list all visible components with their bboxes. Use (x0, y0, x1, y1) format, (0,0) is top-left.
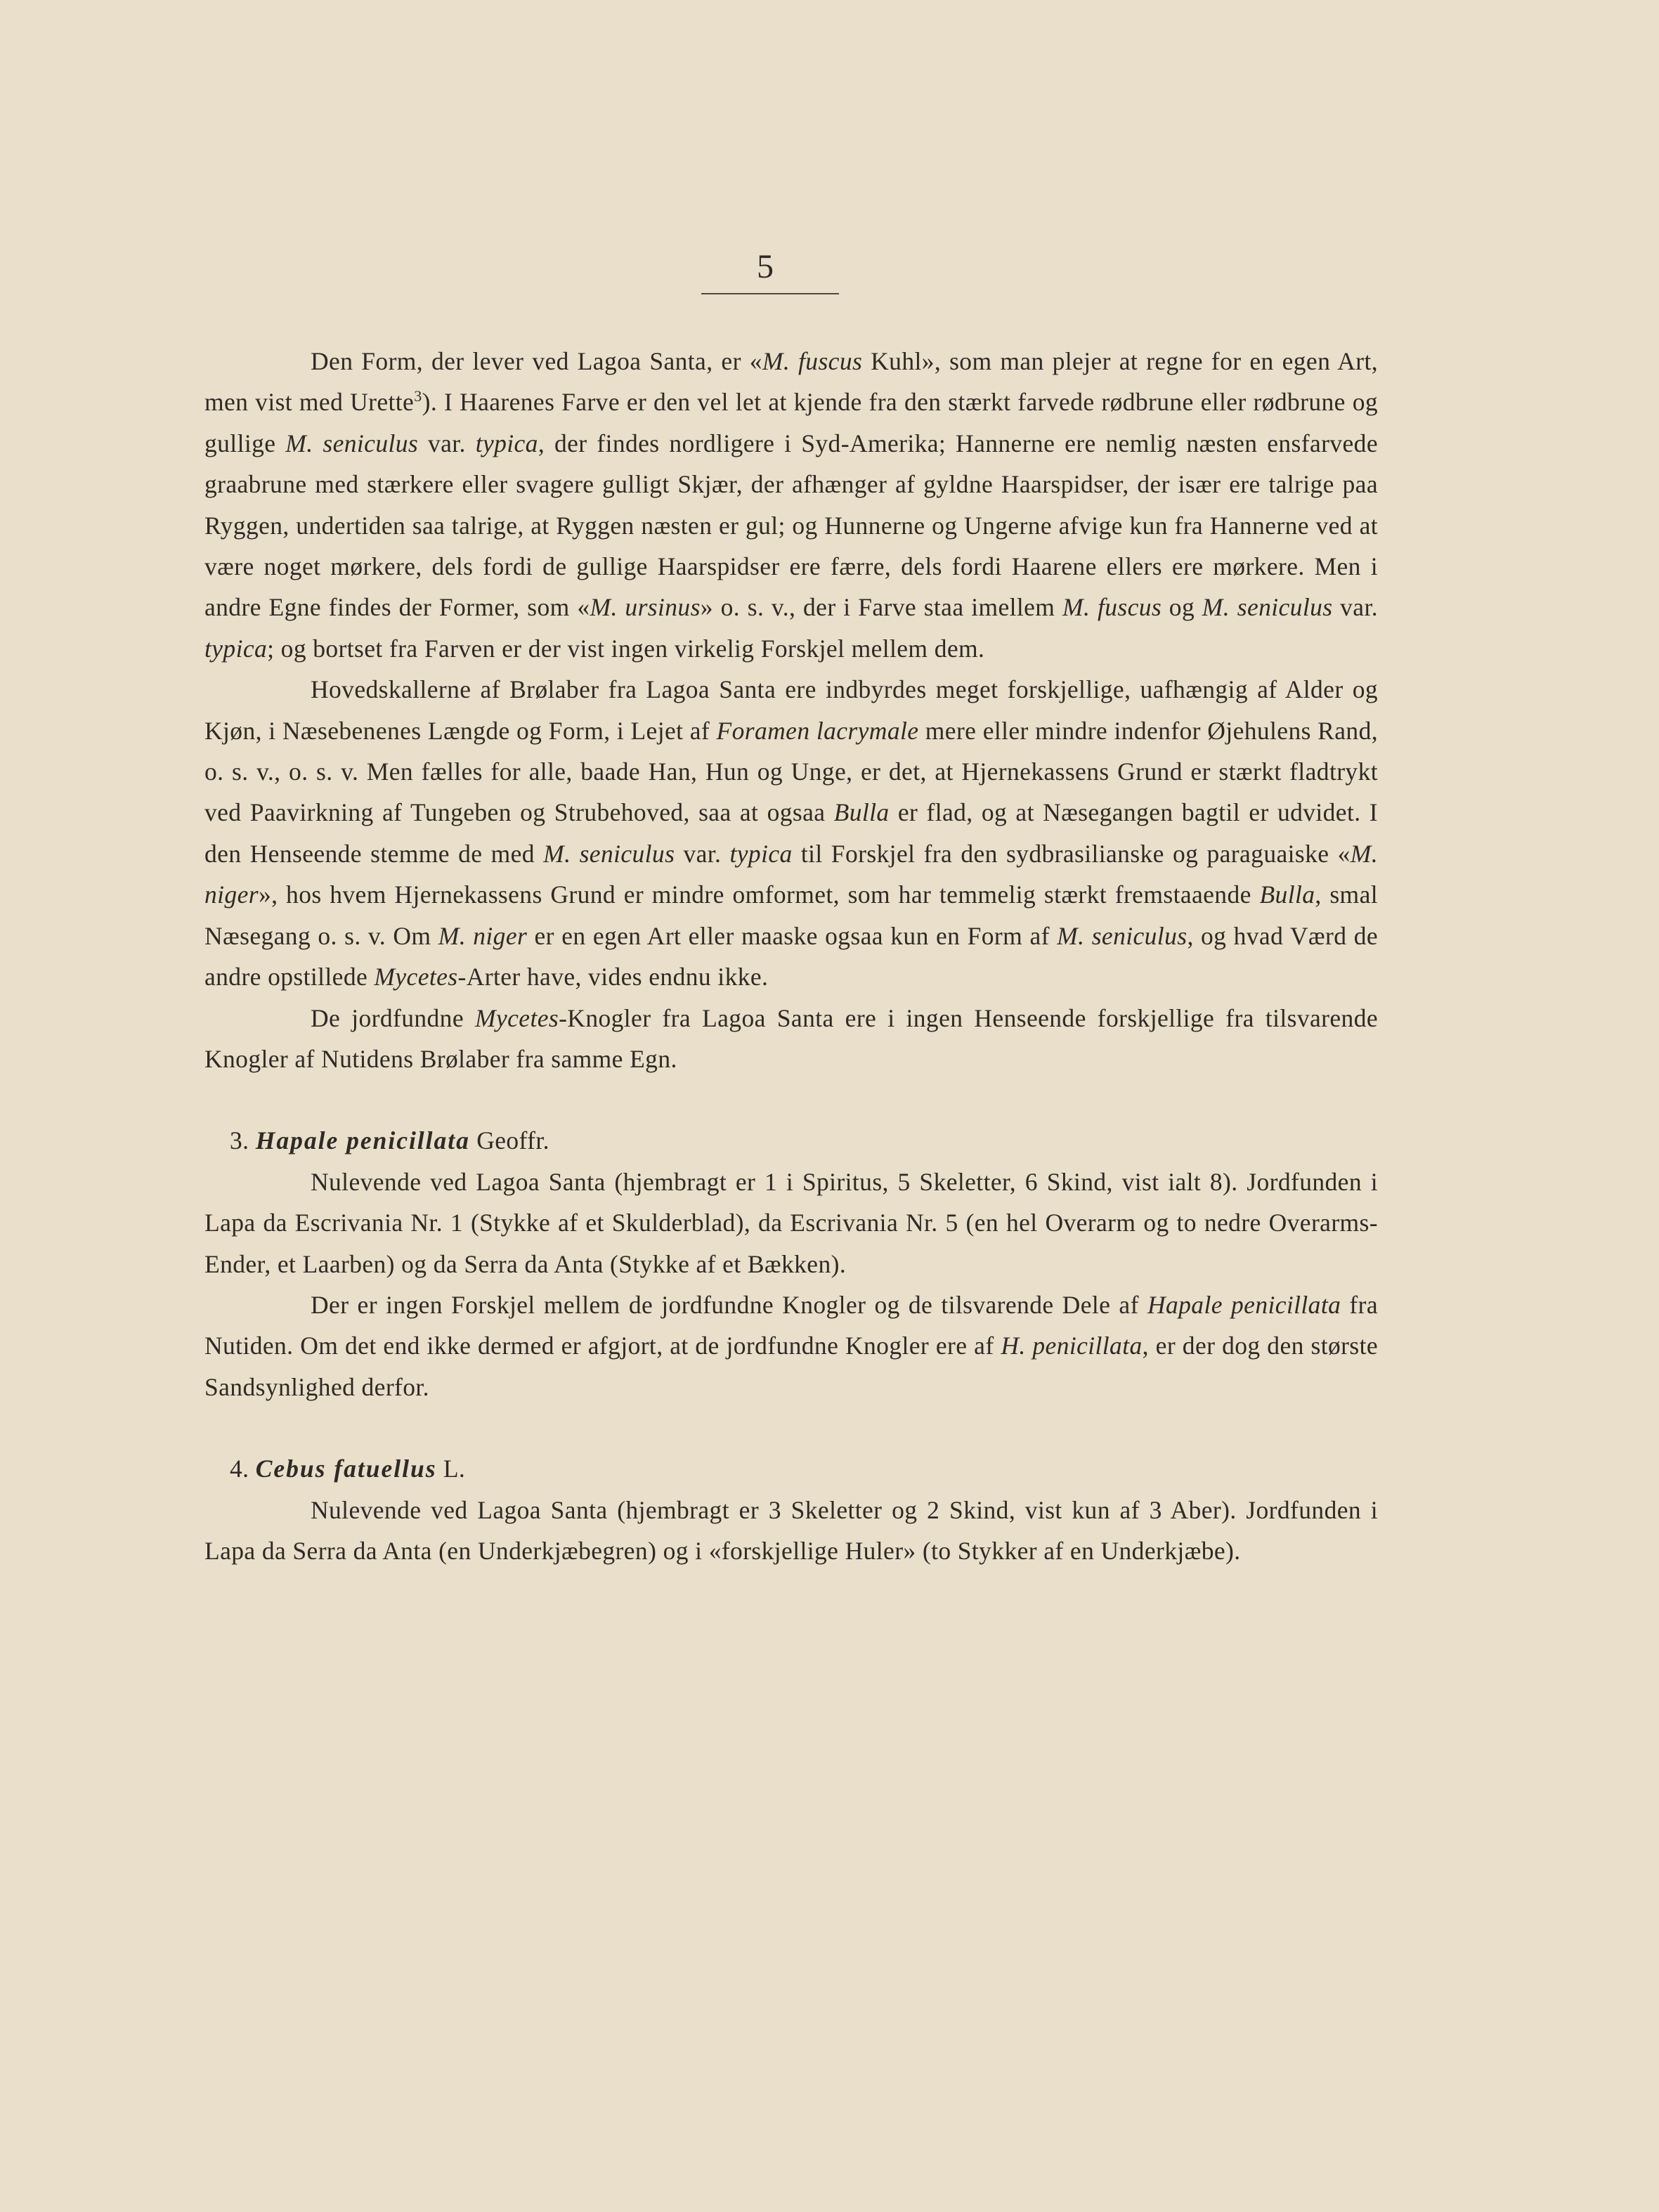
text-run: -Arter have, vides endnu ikke. (457, 963, 769, 991)
section-author: Geoffr. (476, 1126, 549, 1155)
text-run: var. (1332, 593, 1379, 622)
species-name: M. niger (438, 921, 528, 950)
section-number: 4. (230, 1455, 249, 1483)
variety-name: typica (729, 839, 793, 868)
hapale-section-heading (204, 1120, 1378, 1161)
mycetes-paragraph-2 (204, 669, 1378, 997)
section-spacer (204, 1407, 1378, 1448)
text-run: var. (418, 429, 476, 457)
text-run: ; og bortset fra Farven er der vist ingen virkelig Forskjel mellem dem. (267, 634, 985, 663)
section-species-title: Cebus fatuellus (255, 1455, 437, 1483)
text-run: , smal Næsegang o. s. v. Om (204, 880, 1378, 950)
page-body (204, 341, 1378, 1571)
section-author: L. (443, 1455, 466, 1483)
text-run: mere eller mindre indenfor Øjehulens Rand, o. s. v., o. s. v. Men fælles for alle, baade Han, Hun og Unge, er det, at Hjernekassens Grund er stærkt fladtrykt ved Paavirkning af Tungeben og Strubehoved, saa at ogsaa (204, 716, 1378, 827)
species-name: H. penicillata (1001, 1332, 1143, 1360)
anatomical-term: Bulla (1259, 880, 1315, 909)
page-number: 5 (757, 248, 774, 285)
genus-name: Mycetes (475, 1003, 559, 1032)
species-name: Hapale penicillata (1147, 1290, 1341, 1319)
anatomical-term: Bulla (833, 798, 890, 827)
hapale-paragraph-2 (204, 1284, 1378, 1407)
text-run: Kuhl», som man plejer at regne for en egen Art, men vist med Urette (204, 347, 1379, 417)
genus-name: Mycetes (374, 963, 458, 991)
hapale-paragraph-1: Nulevende ved Lagoa Santa (hjembragt er 1 i Spiritus, 5 Skeletter, 6 Skind, vist ialt 8). Jordfunden i Lapa da Escrivania Nr. 1 (Stykke af et Skulderblad), da Escrivania Nr. 5 (en hel Overarm og to nedre Overarms-Ender, et Laarben) og da Serra da Anta (Stykke af et Bækken). (204, 1167, 1378, 1278)
species-name: M. fuscus (762, 347, 863, 375)
mycetes-paragraph-1 (204, 341, 1378, 669)
text-run: , og hvad Værd de andre opstillede (204, 921, 1378, 991)
text-run: fra Nutiden. Om det end ikke dermed er afgjort, at de jordfundne Knogler ere af (204, 1290, 1378, 1360)
text-run: var. (675, 839, 730, 868)
anatomical-term: Foramen lacrymale (716, 716, 919, 745)
mycetes-paragraph-3 (204, 998, 1378, 1080)
page-number-rule (701, 293, 839, 294)
species-name: M. niger (204, 839, 1379, 909)
species-name: M. ursinus (590, 593, 701, 622)
text-run: er en egen Art eller maaske ogsaa kun en Form af (527, 921, 1058, 950)
species-name: M. fuscus (1062, 593, 1162, 622)
text-run: ). I Haarenes Farve er den vel let at kjende fra den stærkt farvede rødbrune eller rødbrune og gullige (204, 388, 1378, 457)
text-run: til Forskjel fra den sydbrasilianske og paraguaiske « (792, 839, 1351, 868)
variety-name: typica (475, 429, 538, 457)
cebus-paragraph-1: Nulevende ved Lagoa Santa (hjembragt er 3 Skeletter og 2 Skind, vist kun af 3 Aber). Jordfunden i Lapa da Serra da Anta (en Underkjæbegren) og i «forskjellige Huler» (to Stykker af en Underkjæbe). (204, 1495, 1378, 1565)
text-run: og (1162, 593, 1202, 622)
species-name: M. seniculus (285, 429, 419, 457)
section-spacer (204, 1079, 1378, 1120)
section-species-title: Hapale penicillata (255, 1126, 470, 1155)
species-name: M. seniculus (1202, 593, 1333, 622)
footnote-reference: 3 (414, 387, 422, 405)
section-number: 3. (230, 1126, 249, 1155)
variety-name: typica (204, 634, 268, 663)
text-run: -Knogler fra Lagoa Santa ere i ingen Henseende forskjellige fra tilsvarende Knogler af Nutidens Brølaber fra samme Egn. (204, 1003, 1378, 1073)
species-name: M. seniculus (543, 839, 675, 868)
text-run: », hos hvem Hjernekassens Grund er mindre omformet, som har temmelig stærkt fremstaaende (258, 880, 1260, 909)
text-run: , er der dog den største Sandsynlighed derfor. (204, 1332, 1378, 1401)
text-run: Hovedskallerne af Brølaber fra Lagoa Santa ere indbyrdes meget forskjellige, uafhængig af Alder og Kjøn, i Næsebenenes Længde og Form, i Lejet af (204, 675, 1378, 745)
text-run: , der findes nordligere i Syd-Amerika; Hannerne ere nemlig næsten ensfarvede graabrune med stærkere eller svagere gulligt Skjær, der afhænger af gyldne Haarspidser, der især ere talrige paa Ryggen, undertiden saa talrige, at Ryggen næsten er gul; og Hunnerne og Ungerne afvige kun fra Hannerne ved at være noget mørkere, dels fordi de gullige Haarspidser ere færre, dels fordi Haarene ellers ere mørkere. Men i andre Egne findes der Former, som « (204, 429, 1378, 622)
species-name: M. seniculus (1057, 921, 1188, 950)
text-run: De jordfundne (311, 1003, 475, 1032)
cebus-section-heading (204, 1448, 1378, 1489)
text-run: er flad, og at Næsegangen bagtil er udvidet. I den Henseende stemme de med (204, 798, 1378, 868)
text-run: » o. s. v., der i Farve staa imellem (700, 593, 1063, 622)
text-run: Den Form, der lever ved Lagoa Santa, er « (311, 347, 762, 375)
text-run: Der er ingen Forskjel mellem de jordfundne Knogler og de tilsvarende Dele af (311, 1290, 1147, 1319)
